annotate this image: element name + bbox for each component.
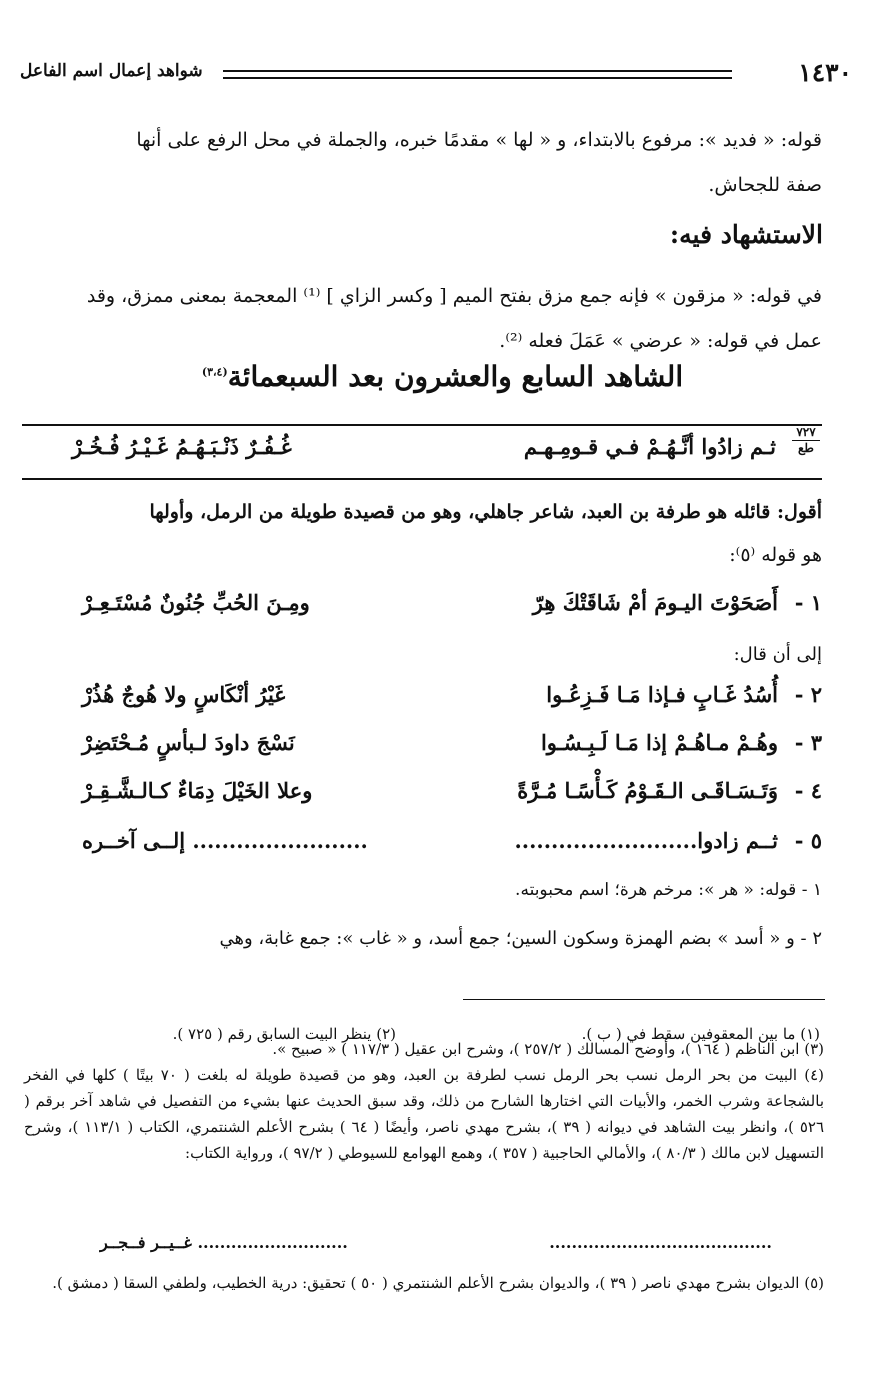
witness-number-value: ٧٢٧ — [796, 425, 816, 439]
riwaya-hemistich-2: ........................... غــيــر فــجــر — [100, 1233, 348, 1252]
verse-bottom-rule — [22, 478, 822, 480]
istishhad-heading: الاستشهاد فيه: — [669, 220, 823, 249]
witness-title-ref: (٣،٤) — [201, 365, 228, 379]
poem-verse-number: ٤ - — [794, 778, 822, 803]
note-2: ٢ - و « أسد » بضم الهمزة وسكون السين؛ جمع أسد، و « غاب »: جمع غابة، وهي — [219, 928, 822, 949]
witness-title-text: الشاهد السابع والعشرون بعد السبعمائة — [227, 360, 684, 393]
page-number: ١٤٣٠ — [798, 58, 852, 87]
poem-hemistich-2: ومِـنَ الحُبِّ جُنُونٌ مُسْتَـعِـرْ — [82, 590, 310, 615]
riwaya-verse — [60, 1233, 780, 1259]
footnote-separator — [463, 999, 825, 1000]
poem-hemistich-2: وعلا الخَيْلَ دِمَاءٌ كـالـشَّـقِـرْ — [82, 778, 313, 803]
poem-verse-5 — [60, 828, 822, 868]
intro-line-2: صفة للجحاش. — [708, 174, 822, 196]
witness-hemistich-1: ثـم زادُوا أنَّـهُـمْ فـي قـومِـهـم — [523, 434, 776, 459]
commentary-line-1 — [24, 490, 822, 535]
footnote-4: (٤) البيت من بحر الرمل نسب بحر الرمل نسب لطرفة بن العبد، وهو من قصيدة طويلة له بلغت ( ٧٠ بيتًا ) كلها في الفخر بالشجاعة وشرب الخمر، والأبيات التي اختارها الشارح من ذلك، وقد سبق الحديث عنها بشيء من التفصيل في شاهد آخر برقم ( ٥٢٦ )، وانظر بيت الشاهد في ديوانه ( ٣٩ )، بشرح مهدي ناصر، وأيضًا ( ٦٤ ) بشرح الأعلم الشنتمري، الكتاب ( ١١٣/١ )، وشرح التسهيل لابن مالك ( ٨٠/٣ )، والأمالي الحاجبية ( ٣٥٧ )، وهمع الهوامع للسيوطي ( ٩٧/٢ )، ورواية الكتاب: — [24, 1066, 824, 1162]
poem-hemistich-1: وهُـمْ مـاهُـمْ إذا مَـا لَـبِـسُـوا — [540, 730, 778, 755]
footnote-5: (٥) الديوان بشرح مهدي ناصر ( ٣٩ )، والديوان بشرح الأعلم الشنتمري ( ٥٠ ) تحقيق: درية الخطيب، ولطفي السقا ( دمشق ). — [52, 1274, 824, 1292]
poem-verse-number: ٢ - — [794, 682, 822, 707]
witness-number-label: ط‍ع — [798, 441, 814, 455]
ila-an-qal: إلى أن قال: — [733, 644, 822, 665]
poem-hemistich-2: نَسْجَ داودَ لـبأسٍ مُـحْتَضِرْ — [82, 730, 295, 755]
poem-hemistich-1: ثــم زادوا......................... — [514, 828, 778, 853]
istishhad-line-1: في قوله: « مزقون » فإنه جمع مزق بفتح الميم [ وكسر الزاي ] ⁽¹⁾ المعجمة بمعنى ممزق، وقد — [86, 285, 822, 307]
poem-verse-2 — [60, 682, 822, 722]
poem-verse-number: ٣ - — [794, 730, 822, 755]
poem-hemistich-1: أُسُدُ غَـابٍ فـإذا مَـا فَـزِعُـوا — [546, 682, 778, 707]
intro-line-1: قوله: « فديد »: مرفوع بالابتداء، و « لها » مقدمًا خبره، والجملة في محل الرفع على أنها — [136, 129, 822, 151]
poem-verse-number: ١ - — [794, 590, 822, 615]
witness-verse — [22, 424, 820, 477]
running-title: شواهد إعمال اسم الفاعل — [20, 61, 203, 81]
poem-hemistich-2: ........................ إلــى آخــره — [82, 828, 368, 853]
poem-verse-number: ٥ - — [794, 828, 822, 853]
footnote-2: (٢) ينظر البيت السابق رقم ( ٧٢٥ ). — [172, 1025, 396, 1043]
footnote-1: (١) ما بين المعقوفين سقط في ( ب ). — [581, 1025, 820, 1043]
istishhad-line-2: عمل في قوله: « عرضي » عَمَلَ فعله ⁽²⁾. — [499, 330, 822, 352]
poem-verse-4 — [60, 778, 822, 818]
poem-hemistich-2: غَيْرُ أنْكَاسٍ ولا هُوجٌ هُذُرْ — [82, 682, 286, 707]
riwaya-hemistich-1: ........................................ — [549, 1233, 772, 1252]
footnote-3: (٣) ابن الناظم ( ١٦٤ )، وأوضح المسالك ( ٢٥٧/٢ )، وشرح ابن عقيل ( ١١٧/٣ ) « صبيح ». — [272, 1040, 824, 1058]
header-double-rule — [223, 70, 732, 79]
poem-verse-1 — [60, 590, 822, 630]
poem-hemistich-1: وَتَـسَـاقَـى الـقَـوْمُ كَـأْسًـا مُـرَّةً — [517, 778, 778, 803]
poem-verse-3 — [60, 730, 822, 770]
witness-hemistich-2: غُـفُـرٌ ذَنْـبَـهُـمُ غَـيْـرُ فُـخُـرْ — [72, 434, 292, 459]
commentary-line-2: هو قوله ⁽٥⁾: — [729, 544, 822, 566]
witness-title — [0, 360, 885, 393]
witness-number — [792, 426, 820, 455]
page-header — [20, 58, 852, 92]
poem-hemistich-1: أَصَحَوْتَ اليـومَ أمْ شَاقَتْكَ هِرّ — [532, 590, 778, 615]
commentary-text: أقول: قائله هو طرفة بن العبد، شاعر جاهلي، وهو من قصيدة طويلة من الرمل، وأولها — [149, 501, 822, 523]
note-1: ١ - قوله: « هر »: مرخم هرة؛ اسم محبوبته. — [515, 880, 822, 900]
